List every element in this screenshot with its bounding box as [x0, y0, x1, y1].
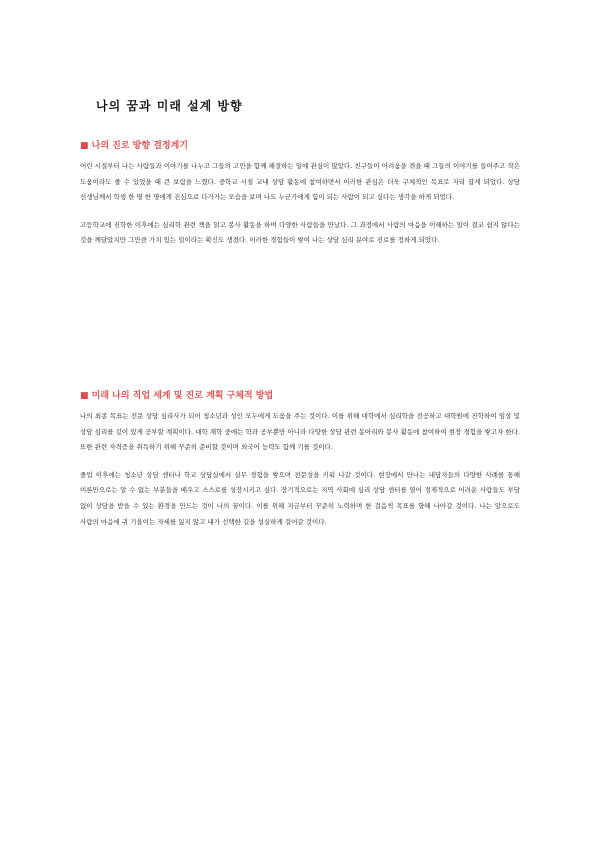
- paragraph: 졸업 이후에는 청소년 상담 센터나 학교 상담실에서 실무 경험을 쌓으며 전문성을 키워 나갈 것이다. 현장에서 만나는 내담자들의 다양한 사례를 통해 이론만으로는 알 수 없는 부분들을 배우고 스스로를 성장시키고 싶다. 장기적으로는 지역 사회에 심리 상담 센터를 열어 경제적으로 어려운 사람들도 부담 없이 상담을 받을 수 있는 환경을 만드는 것이 나의 꿈이다. 이를 위해 지금부터 꾸준히 노력하며 한 걸음씩 목표를 향해 나아갈 것이다. 나는 앞으로도 사람의 마음에 귀 기울이는 자세를 잃지 않고 내가 선택한 길을 성실하게 걸어갈 것이다.: [80, 470, 520, 526]
- section-heading: ■ 나의 진로 방향 결정계기: [80, 141, 188, 151]
- paragraph: 나의 최종 목표는 전문 상담 심리사가 되어 청소년과 성인 모두에게 도움을 주는 것이다. 이를 위해 대학에서 심리학을 전공하고 대학원에 진학하여 임상 및 상담 심리를 깊이 있게 공부할 계획이다. 대학 재학 중에는 학과 공부뿐만 아니라 다양한 상담 관련 동아리와 봉사 활동에 참여하여 현장 경험을 쌓고자 한다. 또한 관련 자격증을 취득하기 위해 꾸준히 준비할 것이며 외국어 능력도 함께 기를 것이다.: [80, 412, 520, 452]
- section-heading: ■ 미래 나의 직업 세계 및 진로 계획 구체적 방법: [80, 391, 274, 401]
- document-title: 나의 꿈과 미래 설계 방향: [96, 99, 243, 113]
- paragraph: 고등학교에 진학한 이후에는 심리학 관련 책을 읽고 봉사 활동을 하며 다양한 사람들을 만났다. 그 과정에서 사람의 마음을 이해하는 일이 결코 쉽지 않다는 것을 깨달았지만 그만큼 가치 있는 일이라는 확신도 생겼다. 이러한 경험들이 쌓여 나는 상담 심리 분야로 진로를 정하게 되었다.: [80, 220, 520, 245]
- section-future-plan: [80, 388, 520, 530]
- section-career-motivation: [80, 138, 520, 249]
- paragraph: 어린 시절부터 나는 사람들과 이야기를 나누고 그들의 고민을 함께 해결하는 일에 관심이 많았다. 친구들이 어려움을 겪을 때 그들의 이야기를 들어주고 작은 도움이라도 줄 수 있었을 때 큰 보람을 느꼈다. 중학교 시절 교내 상담 활동에 참여하면서 이러한 관심은 더욱 구체적인 목표로 자리 잡게 되었다. 상담 선생님께서 학생 한 명 한 명에게 진심으로 다가가는 모습을 보며 나도 누군가에게 힘이 되는 사람이 되고 싶다는 생각을 하게 되었다.: [80, 162, 520, 202]
